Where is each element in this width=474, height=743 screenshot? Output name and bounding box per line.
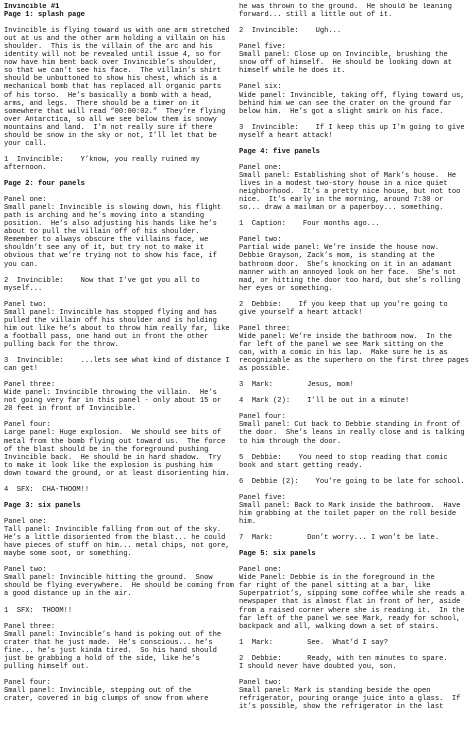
script-line: Wide panel: Invincible, taking off, flying toward us,: [239, 91, 465, 100]
script-line: 1 Caption: Four months ago...: [239, 220, 380, 229]
blank-line: [4, 172, 235, 180]
script-line: Remember to always obscure the villains face, we: [4, 236, 209, 245]
script-line: 2 Debbie: Ready, with ten minutes to spare.: [239, 654, 448, 663]
section-heading: Invincible #1: [4, 3, 60, 11]
script-line: maybe some soot, or something.: [4, 550, 132, 559]
script-line: Small panel: Mark is standing beside the open: [239, 686, 431, 695]
blank-line: [239, 446, 470, 454]
blank-line: [239, 389, 470, 397]
script-line: crater, covered in big clumps of snow from where: [4, 695, 209, 704]
script-line: about to pull the villain off of his shoulder.: [4, 228, 200, 237]
blank-line: [239, 405, 470, 413]
script-line: her eyes or something.: [239, 284, 333, 293]
script-line: should be snow in the sky or not, I’ll let that be: [4, 131, 217, 140]
blank-line: [4, 413, 235, 421]
script-line: behind him we can see the crater on the ground far: [239, 99, 452, 108]
script-line: 7 Mark: Don’t worry... I won’t be late.: [239, 534, 440, 543]
script-line: fine... he’s just kinda tired. So his hand should: [4, 646, 217, 655]
script-line: identity will not be revealed until issue 4, so for: [4, 51, 222, 60]
script-line: Tall panel: Invincible falling from out of the sky.: [4, 526, 222, 535]
script-line: out at us and the other arm holding a villain on his: [4, 35, 226, 44]
blank-line: [4, 148, 235, 156]
script-line: as possible.: [239, 365, 291, 374]
script-line: obvious that we’re trying not to show his face, if: [4, 252, 217, 261]
script-line: can, with a comic in his lap. Make sure he is as: [239, 349, 448, 358]
script-line: himself while he does it.: [239, 67, 346, 76]
script-line: Small panel: Invincible hitting the ground. Snow: [4, 574, 213, 583]
script-line: mountains and land. I’m not really sure if there: [4, 123, 213, 132]
blank-line: [239, 486, 470, 494]
blank-line: [4, 494, 235, 502]
script-line: 1 Invincible: Y’know, you really ruined my: [4, 155, 200, 164]
script-line: 2 Invincible: Ugh...: [239, 27, 342, 36]
blank-line: [239, 631, 470, 639]
script-line: Small panel: Cut back to Debbie standing in front of: [239, 421, 461, 430]
script-line: Partial wide panel: We’re inside the house now.: [239, 244, 440, 253]
script-line: below him. He’s got a slight smirk on his face.: [239, 107, 444, 116]
left-column: [4, 3, 235, 743]
script-line: Debbie Grayson, Zack’s mom, is standing at the: [239, 252, 435, 261]
blank-line: [239, 373, 470, 381]
blank-line: [239, 542, 470, 550]
script-line: to make it look like the explosion is pushing him: [4, 461, 213, 470]
script-line: manner with an annoyed look on her face. She’s not: [239, 268, 457, 277]
script-line: Panel three:: [4, 622, 56, 631]
blank-line: [239, 558, 470, 566]
script-line: Small panel: Invincible has stopped flying and has: [4, 308, 217, 317]
script-line: Invincible is flying toward us with one arm stretched: [4, 27, 230, 36]
script-line: pulling back for the throw.: [4, 340, 119, 349]
blank-line: [4, 510, 235, 518]
script-line: Large panel: Huge explosion. We should see bits of: [4, 429, 222, 438]
blank-line: [239, 156, 470, 164]
script-line: of his torso. He’s basically a bomb with a head,: [4, 91, 213, 100]
script-line: metal from the bomb flying out toward us. The force: [4, 437, 226, 446]
blank-line: [4, 293, 235, 301]
script-line: your call.: [4, 139, 47, 148]
script-line: book and start getting ready.: [239, 461, 363, 470]
script-line: Panel four:: [4, 421, 51, 430]
script-line: Panel six:: [239, 83, 282, 92]
script-line: far left of the panel we see Mark sitting on the: [239, 340, 444, 349]
script-line: to him through the door.: [239, 437, 342, 446]
script-line: Panel five:: [239, 493, 286, 502]
script-line: path is arching and he’s moving into a standing: [4, 212, 205, 221]
script-line: Panel three:: [4, 381, 56, 390]
script-line: He’s a little disoriented from the blast... he could: [4, 534, 226, 543]
script-line: bathroom door. She’s knocking on it in an adamant: [239, 260, 452, 269]
script-line: now have him bent back over Invincible’s shoulder,: [4, 59, 217, 68]
script-line: Small panel: Back to Mark inside the bathroom. Have: [239, 501, 461, 510]
script-line: arms, and legs. There should be a timer on it: [4, 99, 200, 108]
script-line: 3 Invincible: ...lets see what kind of distance I: [4, 357, 230, 366]
blank-line: [239, 293, 470, 301]
script-line: Panel two:: [239, 236, 282, 245]
section-heading: Page 3: six panels: [4, 501, 81, 510]
script-line: Small panel: Invincible’s hand is poking out of the: [4, 630, 222, 639]
script-line: recognizable as the superhero on the first three pages: [239, 357, 469, 366]
section-heading: Page 5: six panels: [239, 550, 316, 559]
script-line: Panel one:: [4, 196, 47, 205]
script-line: of the blast should be in the foreground pushing: [4, 445, 209, 454]
script-line: can get!: [4, 365, 39, 374]
script-line: lives in a modest two-story house in a nice quiet: [239, 180, 448, 189]
script-line: crater that he just made. He’s conscious... he’s: [4, 638, 213, 647]
blank-line: [4, 671, 235, 679]
script-line: pulled the villain off his shoulder and is holding: [4, 316, 217, 325]
script-line: far left of the panel we see Mark, ready for school,: [239, 614, 461, 623]
blank-line: [4, 598, 235, 606]
script-line: should be unbuttoned to show his chest, which is a: [4, 75, 217, 84]
script-line: neighborhood. It’s a pretty nice house, but not too: [239, 188, 461, 197]
script-line: pulling himself out.: [4, 662, 90, 671]
script-line: afternoon.: [4, 163, 47, 172]
script-line: not going very far in this panel - only about 15 or: [4, 397, 222, 406]
script-line: Panel four:: [239, 413, 286, 422]
script-line: newspaper that is almost flat in front of her, aside: [239, 598, 461, 607]
blank-line: [239, 470, 470, 478]
script-line: shoulder. This is the villain of the arc and his: [4, 43, 213, 52]
script-line: Panel two:: [239, 678, 282, 687]
script-line: backpack and all, walking down a set of stairs.: [239, 622, 440, 631]
script-line: down toward the ground, or at least disorienting him.: [4, 469, 230, 478]
blank-line: [239, 671, 470, 679]
script-line: him out like he’s about to throw him really far, like: [4, 324, 230, 333]
section-heading: Page 1: splash page: [4, 11, 85, 20]
script-line: him grabbing at the toilet paper on the roll beside: [239, 509, 457, 518]
blank-line: [4, 615, 235, 623]
script-line: Small panel: Establishing shot of Mark’s house. He: [239, 171, 457, 180]
blank-line: [239, 526, 470, 534]
blank-line: [4, 19, 235, 27]
script-line: a football pass, one hand out in front the other: [4, 332, 209, 341]
script-line: 1 Mark: See. What’d I say?: [239, 638, 388, 647]
script-line: it’s possible, show the refrigerator in the last: [239, 703, 444, 712]
blank-line: [239, 19, 470, 27]
script-line: Panel two:: [4, 566, 47, 575]
script-line: Panel one:: [239, 566, 282, 575]
blank-line: [239, 228, 470, 236]
blank-line: [239, 647, 470, 655]
script-line: should be flying everywhere. He should be coming from: [4, 582, 234, 591]
script-line: forward... still a little out of it.: [239, 11, 393, 20]
blank-line: [4, 269, 235, 277]
section-heading: Page 2: four panels: [4, 180, 85, 189]
blank-line: [4, 478, 235, 486]
script-line: position. He’s also adjusting his hands like he’s: [4, 220, 217, 229]
script-line: 6 Debbie (2): You’re going to be late for school.: [239, 477, 465, 486]
blank-line: [4, 373, 235, 381]
script-line: 5 Debbie: You need to stop reading that comic: [239, 453, 448, 462]
section-heading: Page 4: five panels: [239, 147, 320, 156]
script-line: have pieces of stuff on him... metal chips, not gore,: [4, 542, 230, 551]
script-line: myself a heart attack!: [239, 131, 333, 140]
blank-line: [239, 75, 470, 83]
blank-line: [4, 188, 235, 196]
script-line: Panel three:: [239, 324, 291, 333]
script-line: shouldn’t see any of it, but try not to make it: [4, 244, 205, 253]
script-line: refrigerator, pouring orange juice into a glass. If: [239, 695, 461, 704]
script-line: Small panel: Close up on Invincible, brushing the: [239, 51, 448, 60]
script-line: you can.: [4, 260, 39, 269]
script-line: so that we can’t see his face. The villain’s shirt: [4, 67, 222, 76]
blank-line: [239, 317, 470, 325]
script-line: Wide Panel: Debbie is in the foreground in the: [239, 574, 435, 583]
script-line: 3 Invincible: If I keep this up I’m going to give: [239, 123, 465, 132]
script-line: Superpatriot’s, sipping some coffee while she reads a: [239, 590, 465, 599]
script-line: him.: [239, 518, 257, 526]
blank-line: [239, 140, 470, 148]
script-line: myself...: [4, 284, 43, 293]
script-line: Panel five:: [239, 43, 286, 52]
script-line: mechanical bomb that has replaced all organic parts: [4, 83, 222, 92]
script-line: Wide panel: We’re inside the bathroom now. In the: [239, 332, 452, 341]
script-line: Panel four:: [4, 678, 51, 687]
script-line: give yourself a heart attack!: [239, 308, 363, 317]
script-line: nice. It’s early in the morning, around 7:30 or: [239, 196, 444, 205]
script-line: Panel one:: [239, 163, 282, 172]
script-line: from a raised corner where she is reading it. In the: [239, 606, 465, 615]
script-line: 2 Invincible: Now that I’ve got you all to: [4, 276, 200, 285]
script-line: mad, or hitting the door too hard, but she’s rolling: [239, 276, 461, 285]
script-line: 4 SFX: CHA-THOOM!!: [4, 485, 90, 494]
script-line: somewhere that will read “00:00:02.” They’re flying: [4, 107, 226, 116]
script-line: a good distance up in the air.: [4, 590, 132, 599]
blank-line: [239, 212, 470, 220]
script-line: the door. She’s leans in really close and is talking: [239, 429, 465, 438]
script-line: 20 feet in front of Invincible.: [4, 405, 136, 414]
right-column: [239, 3, 470, 743]
script-line: Small panel: Invincible is slowing down, his flight: [4, 204, 222, 213]
script-line: far right of the panel sitting at a bar, like: [239, 582, 431, 591]
blank-line: [239, 116, 470, 124]
script-line: over Antarctica, so all we see below them is snowy: [4, 115, 217, 124]
script-line: so... draw a mailman or a paperboy... something.: [239, 204, 444, 213]
script-line: 1 SFX: THOOM!!: [4, 606, 73, 615]
blank-line: [4, 349, 235, 357]
script-line: I should never have doubted you, son.: [239, 662, 397, 671]
script-line: Wide panel: Invincible throwing the villain. He’s: [4, 389, 217, 398]
blank-line: [239, 35, 470, 43]
script-line: Panel two:: [4, 300, 47, 309]
blank-line: [4, 558, 235, 566]
script-line: 4 Mark (2): I’ll be out in a minute!: [239, 397, 410, 406]
script-line: Small panel: Invincible, stepping out of the: [4, 686, 192, 695]
script-line: Invincible back. He should be in hard shadow. Try: [4, 453, 222, 462]
script-line: snow off of himself. He should be looking down at: [239, 59, 452, 68]
script-line: Panel one:: [4, 518, 47, 526]
script-line: 2 Debbie: If you keep that up you’re going to: [239, 300, 448, 309]
script-line: just be grabbing a hold of the side, like he’s: [4, 654, 200, 663]
script-line: he was thrown to the ground. He should be leaning: [239, 3, 452, 11]
script-line: 3 Mark: Jesus, mom!: [239, 381, 354, 390]
